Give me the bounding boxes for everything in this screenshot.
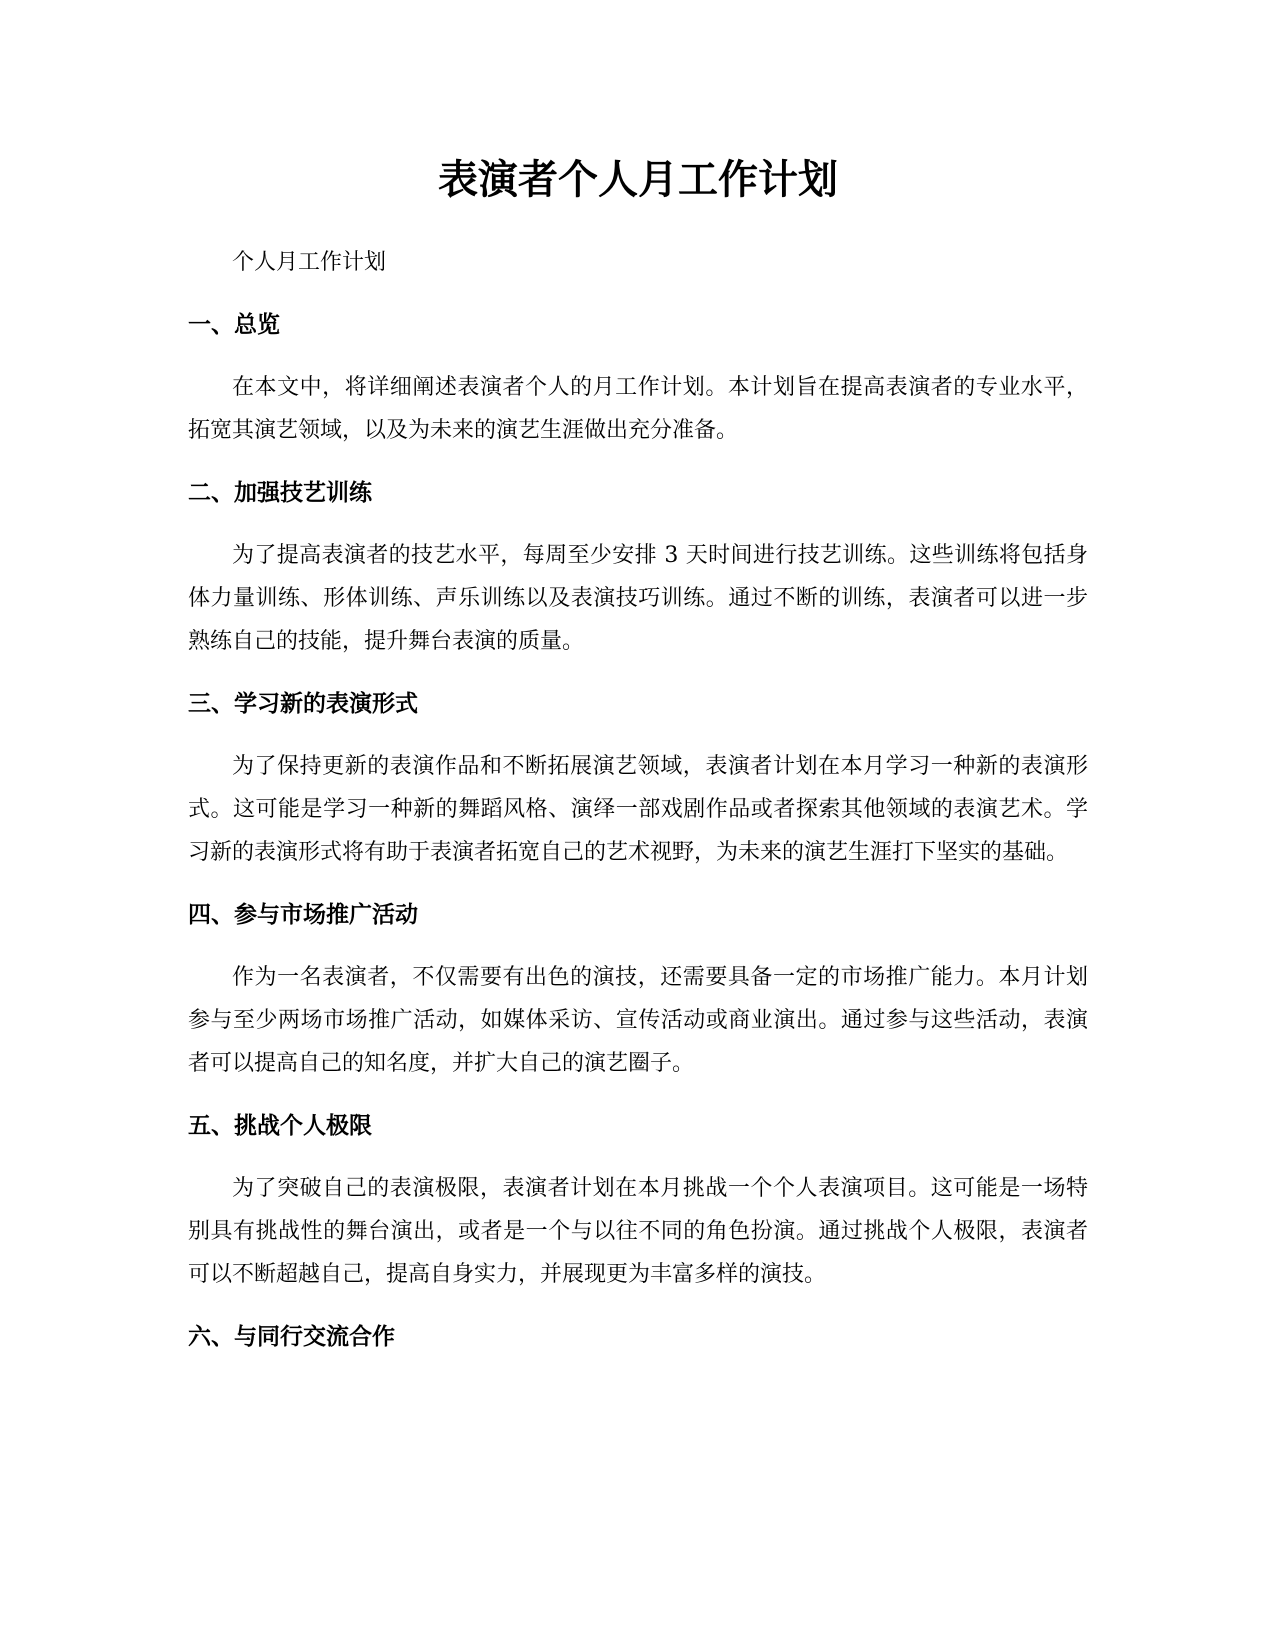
document-subtitle: 个人月工作计划 (232, 250, 387, 275)
section-paragraph-overview: 在本文中，将详细阐述表演者个人的月工作计划。本计划旨在提高表演者的专业水平，拓宽其演艺领域，以及为未来的演艺生涯做出充分准备。 (188, 375, 1088, 443)
document-body (188, 150, 1088, 1358)
section-heading-challenge: 五、挑战个人极限 (188, 1113, 372, 1139)
section-heading-new-forms: 三、学习新的表演形式 (188, 691, 418, 717)
document-title: 表演者个人月工作计划 (438, 157, 838, 203)
section-paragraph-marketing: 作为一名表演者，不仅需要有出色的演技，还需要具备一定的市场推广能力。本月计划参与至少两场市场推广活动，如媒体采访、宣传活动或商业演出。通过参与这些活动，表演者可以提高自己的知名度，并扩大自己的演艺圈子。 (188, 965, 1088, 1076)
section-heading-collaboration: 六、与同行交流合作 (188, 1324, 395, 1350)
section-heading-skill-training: 二、加强技艺训练 (188, 480, 372, 506)
section-heading-marketing: 四、参与市场推广活动 (188, 902, 418, 928)
section-paragraph-skill-training: 为了提高表演者的技艺水平，每周至少安排 3 天时间进行技艺训练。这些训练将包括身体力量训练、形体训练、声乐训练以及表演技巧训练。通过不断的训练，表演者可以进一步熟练自己的技能，提升舞台表演的质量。 (188, 543, 1088, 654)
section-paragraph-new-forms: 为了保持更新的表演作品和不断拓展演艺领域，表演者计划在本月学习一种新的表演形式。这可能是学习一种新的舞蹈风格、演绎一部戏剧作品或者探索其他领域的表演艺术。学习新的表演形式将有助于表演者拓宽自己的艺术视野，为未来的演艺生涯打下坚实的基础。 (188, 754, 1088, 865)
section-heading-overview: 一、总览 (188, 312, 280, 338)
section-paragraph-challenge: 为了突破自己的表演极限，表演者计划在本月挑战一个个人表演项目。这可能是一场特别具有挑战性的舞台演出，或者是一个与以往不同的角色扮演。通过挑战个人极限，表演者可以不断超越自己，提高自身实力，并展现更为丰富多样的演技。 (188, 1176, 1088, 1287)
